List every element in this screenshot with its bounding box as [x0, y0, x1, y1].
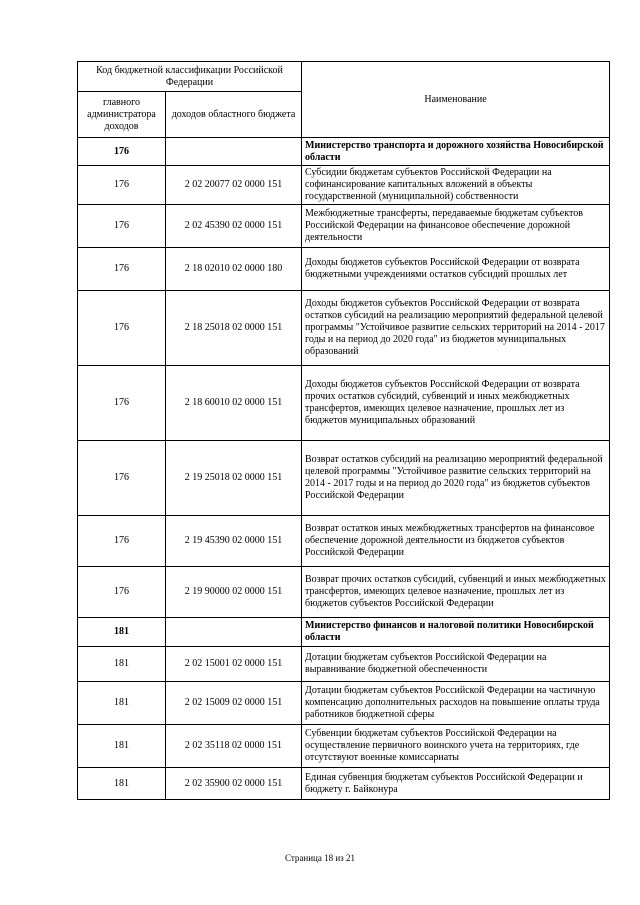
- admin-code-cell: 181: [78, 682, 166, 725]
- budget-classification-table: [77, 61, 610, 800]
- header-admin: главного администратора доходов: [78, 92, 166, 138]
- income-code-cell: 2 18 25018 02 0000 151: [166, 291, 302, 366]
- name-cell: Субвенции бюджетам субъектов Российской Федерации на осуществление первичного воинского учета на территориях, где отсутствуют военные комиссариаты: [302, 725, 610, 768]
- admin-code-cell: 181: [78, 618, 166, 647]
- name-cell: Министерство транспорта и дорожного хозяйства Новосибирской области: [302, 138, 610, 166]
- income-code-cell: [166, 618, 302, 647]
- admin-code-cell: 176: [78, 166, 166, 205]
- admin-code-cell: 176: [78, 248, 166, 291]
- income-code-cell: 2 02 15009 02 0000 151: [166, 682, 302, 725]
- table-row: [78, 516, 610, 567]
- admin-code-cell: 181: [78, 647, 166, 682]
- table-row: [78, 366, 610, 441]
- name-cell: Доходы бюджетов субъектов Российской Федерации от возврата прочих остатков субсидий, субвенций и иных межбюджетных трансфертов, имеющих целевое назначение, прошлых лет из бюджетов муниципальных образований: [302, 366, 610, 441]
- income-code-cell: 2 19 90000 02 0000 151: [166, 567, 302, 618]
- income-code-cell: 2 19 25018 02 0000 151: [166, 441, 302, 516]
- admin-code-cell: 176: [78, 138, 166, 166]
- name-cell: Возврат прочих остатков субсидий, субвенций и иных межбюджетных трансфертов, имеющих целевое назначение, прошлых лет из бюджетов субъектов Российской Федерации: [302, 567, 610, 618]
- name-cell: Дотации бюджетам субъектов Российской Федерации на выравнивание бюджетной обеспеченности: [302, 647, 610, 682]
- admin-code-cell: 176: [78, 205, 166, 248]
- table-row: [78, 647, 610, 682]
- table-row: [78, 205, 610, 248]
- table-row: [78, 166, 610, 205]
- header-income: доходов областного бюджета: [166, 92, 302, 138]
- header-group: Код бюджетной классификации Российской Федерации: [78, 62, 302, 92]
- income-code-cell: 2 18 02010 02 0000 180: [166, 248, 302, 291]
- table-row: [78, 768, 610, 800]
- income-code-cell: 2 18 60010 02 0000 151: [166, 366, 302, 441]
- admin-code-cell: 176: [78, 567, 166, 618]
- name-cell: Дотации бюджетам субъектов Российской Федерации на частичную компенсацию дополнительных расходов на повышение оплаты труда работников бюджетной сферы: [302, 682, 610, 725]
- name-cell: Возврат остатков иных межбюджетных трансфертов на финансовое обеспечение дорожной деятельности из бюджетов субъектов Российской Федерации: [302, 516, 610, 567]
- table-row: [78, 725, 610, 768]
- table-row: [78, 567, 610, 618]
- admin-code-cell: 181: [78, 768, 166, 800]
- admin-code-cell: 176: [78, 441, 166, 516]
- income-code-cell: 2 02 35118 02 0000 151: [166, 725, 302, 768]
- ministry-row: [78, 138, 610, 166]
- name-cell: Субсидии бюджетам субъектов Российской Федерации на софинансирование капитальных вложений в объекты государственной (муниципальной) собственности: [302, 166, 610, 205]
- name-cell: Министерство финансов и налоговой политики Новосибирской области: [302, 618, 610, 647]
- page-footer: Страница 18 из 21: [285, 853, 355, 863]
- name-cell: Межбюджетные трансферты, передаваемые бюджетам субъектов Российской Федерации на финансовое обеспечение дорожной деятельности: [302, 205, 610, 248]
- name-cell: Доходы бюджетов субъектов Российской Федерации от возврата бюджетными учреждениями остатков субсидий прошлых лет: [302, 248, 610, 291]
- table-row: [78, 248, 610, 291]
- table-row: [78, 682, 610, 725]
- income-code-cell: 2 02 20077 02 0000 151: [166, 166, 302, 205]
- income-code-cell: 2 19 45390 02 0000 151: [166, 516, 302, 567]
- name-cell: Доходы бюджетов субъектов Российской Федерации от возврата остатков субсидий на реализацию мероприятий федеральной целевой программы "Устойчивое развитие сельских территорий на 2014 - 2017 годы и на период до 2020 года" из бюджетов муниципальных образований: [302, 291, 610, 366]
- admin-code-cell: 176: [78, 516, 166, 567]
- header-name: Наименование: [302, 62, 610, 138]
- income-code-cell: [166, 138, 302, 166]
- table-row: [78, 291, 610, 366]
- table-body: [78, 138, 610, 800]
- name-cell: Возврат остатков субсидий на реализацию мероприятий федеральной целевой программы "Устойчивое развитие сельских территорий на 2014 - 2017 годы и на период до 2020 года" из бюджетов субъектов Российской Федерации: [302, 441, 610, 516]
- income-code-cell: 2 02 45390 02 0000 151: [166, 205, 302, 248]
- table-row: [78, 441, 610, 516]
- admin-code-cell: 176: [78, 366, 166, 441]
- ministry-row: [78, 618, 610, 647]
- admin-code-cell: 181: [78, 725, 166, 768]
- income-code-cell: 2 02 35900 02 0000 151: [166, 768, 302, 800]
- income-code-cell: 2 02 15001 02 0000 151: [166, 647, 302, 682]
- name-cell: Единая субвенция бюджетам субъектов Российской Федерации и бюджету г. Байконура: [302, 768, 610, 800]
- admin-code-cell: 176: [78, 291, 166, 366]
